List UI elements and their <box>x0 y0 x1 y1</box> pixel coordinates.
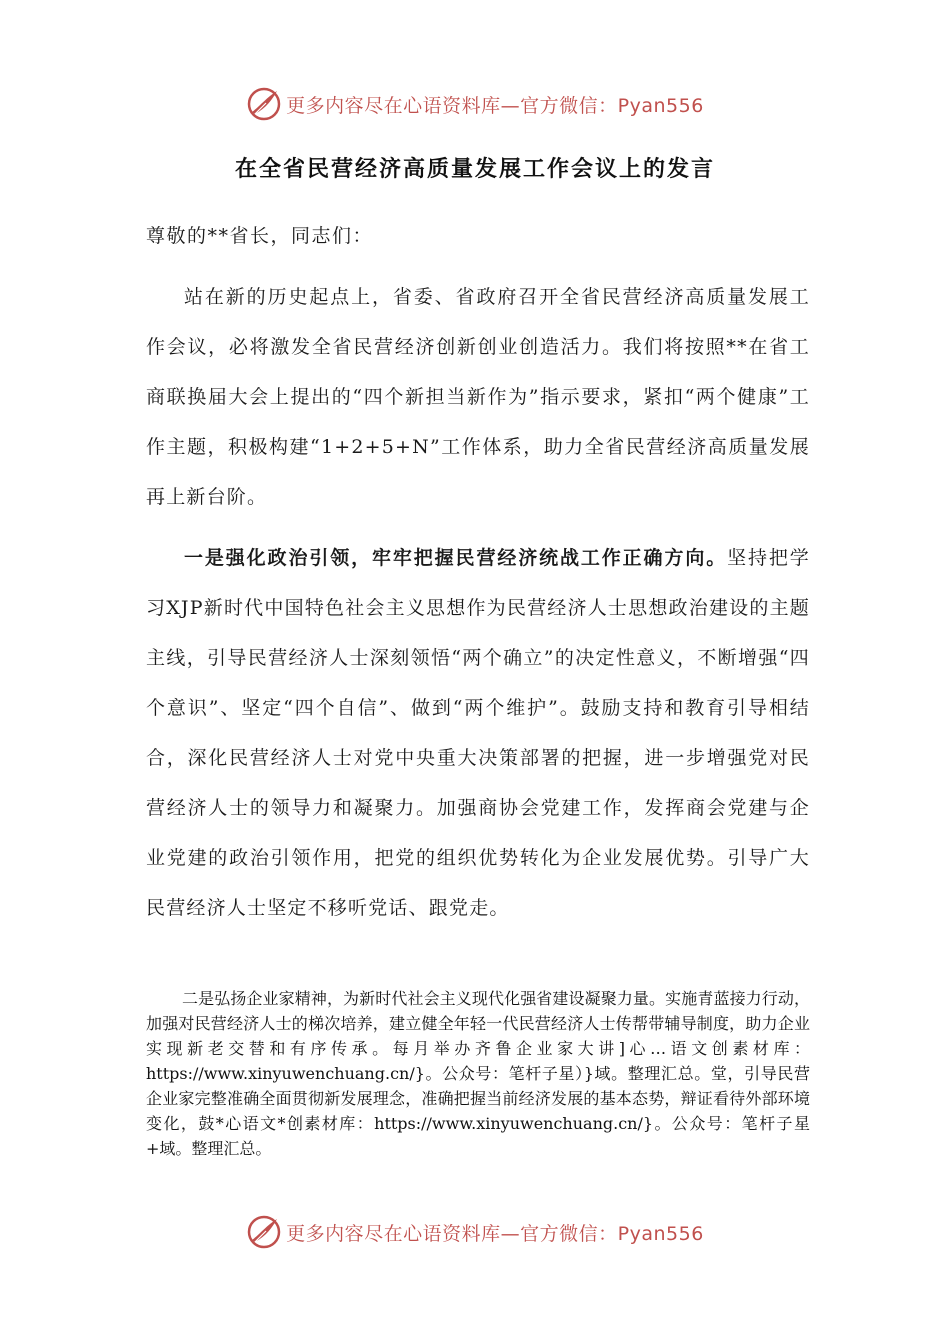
document-title: 在全省民营经济高质量发展工作会议上的发言 <box>234 156 715 182</box>
banner-dash: — <box>500 1222 521 1245</box>
banner-text: 更多内容尽在心语资料库 <box>286 1222 501 1245</box>
banner-dash: — <box>500 94 521 117</box>
banner-contact: 官方微信：Pyan556 <box>520 1222 704 1245</box>
footer-watermark-banner <box>0 1212 950 1252</box>
paragraph-intro: 站在新的历史起点上，省委、省政府召开全省民营经济高质量发展工作会议，必将激发全省民营经济创新创业创造活力。我们将按照**在省工商联换届大会上提出的“四个新担当新作为”指示要求，紧扣“两个健康”工作主题，积极构建“1+2+5+N”工作体系，助力全省民营经济高质量发展再上新台阶。 <box>146 286 810 508</box>
header-watermark-banner <box>0 84 950 124</box>
paragraph-lead-heading: 一是强化政治引领，牢牢把握民营经济统战工作正确方向。 <box>184 547 728 569</box>
banner-text: 更多内容尽在心语资料库 <box>286 94 501 117</box>
paragraph-political-guidance <box>146 533 810 933</box>
salutation: 尊敬的**省长，同志们： <box>146 225 374 247</box>
quill-pen-logo-icon <box>246 1214 282 1250</box>
banner-contact: 官方微信：Pyan556 <box>520 94 704 117</box>
paragraph-entrepreneurship: 二是弘扬企业家精神，为新时代社会主义现代化强省建设凝聚力量。实施青蓝接力行动，加强对民营经济人士的梯次培养，建立健全年轻一代民营经济人士传帮带辅导制度，助力企业实现新老交替和有序传承。每月举办齐鲁企业家大讲]心…语文创素材库：https://www.xinyuwenchuang.cn/}。公众号：笔杆子星）}域。整理汇总。堂，引导民营企业家完整准确全面贯彻新发展理念，准确把握当前经济发展的基本态势，辩证看待外部环境变化，鼓*心语文*创素材库：https://www.xinyuwenchuang.cn/}。公众号：笔杆子星+域。整理汇总。 <box>146 989 810 1158</box>
paragraph-body: 坚持把学习XJP新时代中国特色社会主义思想作为民营经济人士思想政治建设的主题主线，引导民营经济人士深刻领悟“两个确立”的决定性意义，不断增强“四个意识”、坚定“四个自信”、做到“两个维护”。鼓励支持和教育引导相结合，深化民营经济人士对党中央重大决策部署的把握，进一步增强党对民营经济人士的领导力和凝聚力。加强商协会党建工作，发挥商会党建与企业党建的政治引领作用，把党的组织优势转化为企业发展优势。引导广大民营经济人士坚定不移听党话、跟党走。 <box>146 547 810 919</box>
quill-pen-logo-icon <box>246 86 282 122</box>
